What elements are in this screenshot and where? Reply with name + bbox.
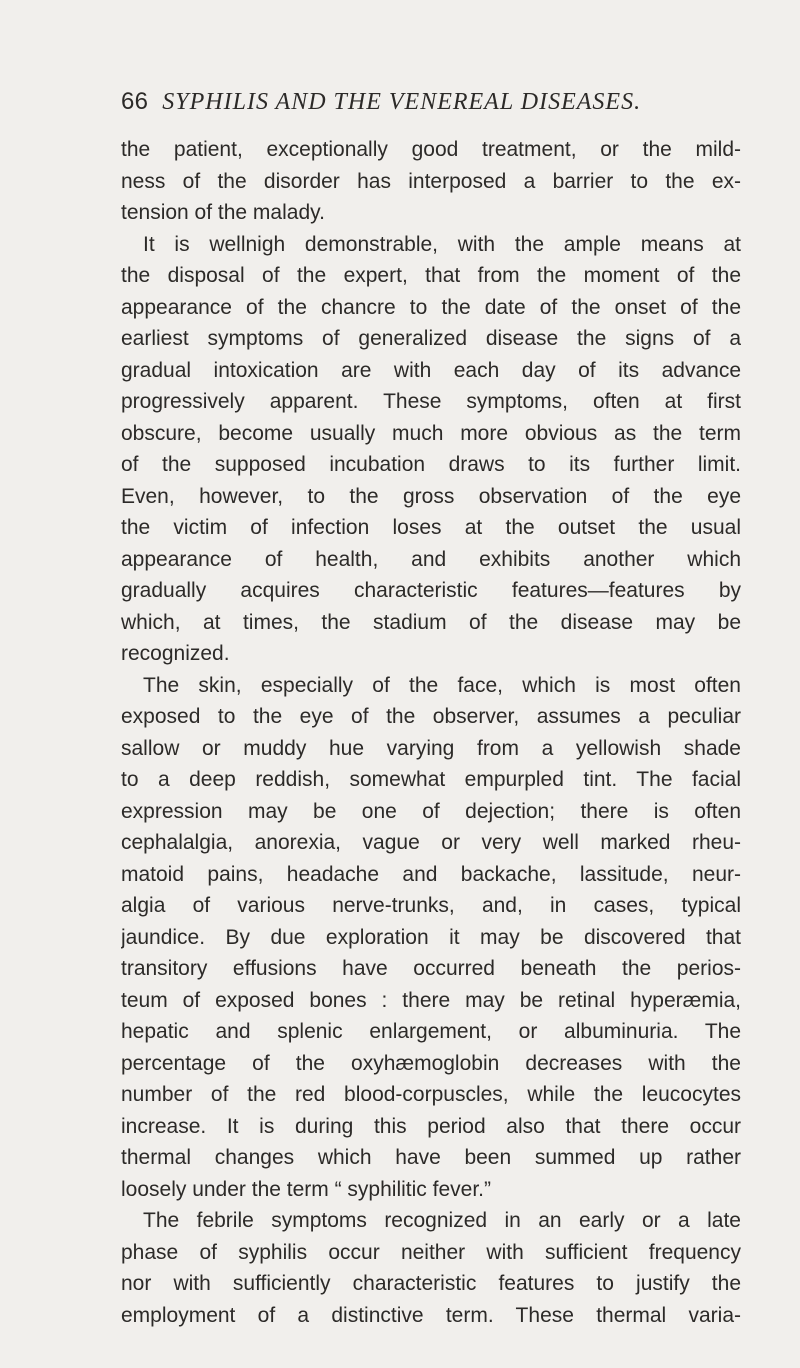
- running-title: SYPHILIS AND THE VENEREAL DISEASES.: [162, 89, 642, 115]
- paragraph-start-line: The febrile symptoms recognized in an early or a late: [143, 1209, 741, 1232]
- text-line: loosely under the term “ syphilitic fever.”: [121, 1177, 491, 1201]
- text-line: exposed to the eye of the observer, assumes a peculiar: [121, 705, 741, 728]
- text-line: of the supposed incubation draws to its further limit.: [121, 453, 741, 476]
- text-line: tension of the malady.: [121, 201, 325, 224]
- text-line: which, at times, the stadium of the disease may be: [121, 610, 741, 634]
- page-number: 66: [121, 88, 149, 115]
- text-line: increase. It is during this period also that there occur: [121, 1114, 741, 1138]
- text-line: nor with sufficiently characteristic features to justify the: [121, 1272, 741, 1295]
- body-text: [121, 134, 741, 1331]
- text-line: teum of exposed bones : there may be retinal hyperæmia,: [121, 988, 741, 1012]
- text-line: to a deep reddish, somewhat empurpled tint. The facial: [121, 768, 741, 791]
- text-line: phase of syphilis occur neither with sufficient frequency: [121, 1240, 741, 1264]
- text-line: gradually acquires characteristic features—features by: [121, 579, 741, 602]
- text-line: number of the red blood-corpuscles, while the leucocytes: [121, 1083, 741, 1106]
- text-line: transitory effusions have occurred beneath the perios-: [121, 957, 741, 980]
- text-line: ness of the disorder has interposed a barrier to the ex-: [121, 169, 741, 193]
- text-line: appearance of the chancre to the date of the onset of the: [121, 295, 741, 319]
- text-line: gradual intoxication are with each day of its advance: [121, 358, 741, 382]
- text-line: obscure, become usually much more obvious as the term: [121, 421, 741, 445]
- text-line: algia of various nerve-trunks, and, in cases, typical: [121, 894, 741, 917]
- text-line: the victim of infection loses at the outset the usual: [121, 516, 741, 539]
- text-line: expression may be one of dejection; there is often: [121, 799, 741, 823]
- text-line: employment of a distinctive term. These thermal varia-: [121, 1303, 741, 1327]
- text-line: thermal changes which have been summed up rather: [121, 1146, 741, 1169]
- running-head: [121, 86, 641, 118]
- text-line: percentage of the oxyhæmoglobin decreases with the: [121, 1051, 741, 1075]
- text-line: hepatic and splenic enlargement, or albuminuria. The: [121, 1020, 741, 1043]
- text-line: progressively apparent. These symptoms, often at first: [121, 390, 741, 413]
- text-line: the disposal of the expert, that from the moment of the: [121, 264, 741, 287]
- text-line: matoid pains, headache and backache, lassitude, neur-: [121, 862, 741, 886]
- text-line: the patient, exceptionally good treatment, or the mild-: [121, 138, 741, 161]
- text-line: sallow or muddy hue varying from a yellowish shade: [121, 736, 741, 760]
- text-line: recognized.: [121, 642, 230, 665]
- text-line: jaundice. By due exploration it may be discovered that: [121, 925, 741, 949]
- text-line: Even, however, to the gross observation of the eye: [121, 484, 741, 508]
- paragraph-start-line: The skin, especially of the face, which is most often: [143, 673, 741, 697]
- text-line: appearance of health, and exhibits another which: [121, 547, 741, 571]
- paragraph-start-line: It is wellnigh demonstrable, with the ample means at: [143, 232, 741, 256]
- text-line: cephalalgia, anorexia, vague or very well marked rheu-: [121, 831, 741, 854]
- text-line: earliest symptoms of generalized disease the signs of a: [121, 327, 741, 350]
